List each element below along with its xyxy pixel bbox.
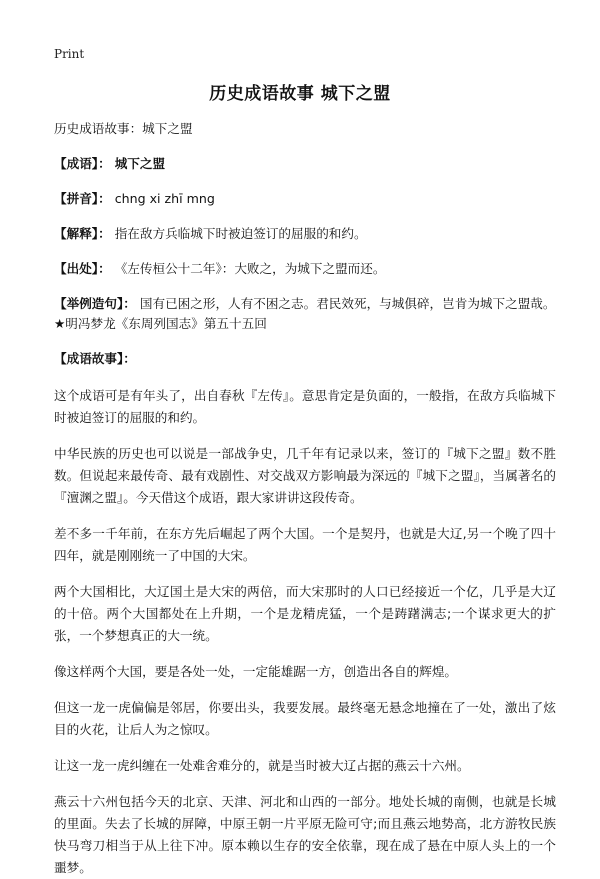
story-heading: 【成语故事】： — [54, 351, 136, 366]
story-paragraph: 中华民族的历史也可以说是一部战争史，几千年有记录以来，签订的『城下之盟』数不胜数。但说起来最传奇、最有戏剧性、对交战双方影响最为深远的『城下之盟』，当属著名的『澶渊之盟』。今天借这个成语，跟大家讲讲这段传奇。 — [54, 446, 556, 505]
story-paragraph: 但这一龙一虎偏偏是邻居，你要出头，我要发展。最终毫无悬念地撞在了一处，激出了炫目的火花，让后人为之惊叹。 — [54, 700, 556, 737]
story-paragraph: 差不多一千年前，在东方先后崛起了两个大国。一个是契丹，也就是大辽,另一个晚了四十四年，就是刚刚统一了中国的大宋。 — [54, 526, 556, 563]
field-source — [54, 259, 556, 279]
field-meaning-label: 【解释】： — [54, 226, 111, 241]
field-idiom-label: 【成语】： — [54, 156, 111, 171]
field-example-label: 【举例造句】： — [54, 296, 136, 311]
article-subtitle: 历史成语故事：城下之盟 — [54, 121, 193, 136]
field-pinyin-value: chng xi zhī mng — [114, 191, 215, 206]
field-source-label: 【出处】： — [54, 261, 111, 276]
field-idiom — [54, 154, 556, 174]
field-example — [54, 294, 556, 334]
story-paragraph: 像这样两个大国，要是各处一处，一定能雄踞一方，创造出各自的辉煌。 — [54, 664, 457, 679]
field-meaning-value: 指在敌方兵临城下时被迫签订的屈服的和约。 — [114, 226, 367, 241]
story-paragraph: 燕云十六州包括今天的北京、天津、河北和山西的一部分。地处长城的南侧，也就是长城的里面。失去了长城的屏障，中原王朝一片平原无险可守;而且燕云地势高，北方游牧民族快马弯刀相当于从上往下冲。原本赖以生存的安全依靠，现在成了悬在中原人头上的一个噩梦。 — [54, 794, 556, 875]
article-body — [54, 119, 556, 879]
print-link[interactable]: Print — [54, 47, 85, 61]
field-meaning — [54, 224, 556, 244]
story-paragraph: 这个成语可是有年头了，出自春秋『左传』。意思肯定是负面的，一般指，在敌方兵临城下时被迫签订的屈服的和约。 — [54, 388, 556, 425]
page-title: 历史成语故事 城下之盟 — [209, 84, 391, 104]
field-example-value: 国有已困之形，人有不困之志。君民效死，与城俱碎，岂肯为城下之盟哉。 ★明冯梦龙《东周列国志》第五十五回 — [54, 296, 556, 331]
story-paragraph: 让这一龙一虎纠缠在一处难舍难分的，就是当时被大辽占据的燕云十六州。 — [54, 758, 470, 773]
field-pinyin-label: 【拼音】： — [54, 191, 111, 206]
field-source-value: 《左传桓公十二年》：大败之，为城下之盟而还。 — [114, 261, 386, 276]
field-pinyin — [54, 189, 556, 209]
story-paragraph: 两个大国相比，大辽国土是大宋的两倍，而大宋那时的人口已经接近一个亿，几乎是大辽的十倍。两个大国都处在上升期，一个是龙精虎猛，一个是踌躇满志;一个谋求更大的扩张，一个梦想真正的大一统。 — [54, 584, 556, 643]
field-idiom-value: 城下之盟 — [114, 156, 166, 171]
